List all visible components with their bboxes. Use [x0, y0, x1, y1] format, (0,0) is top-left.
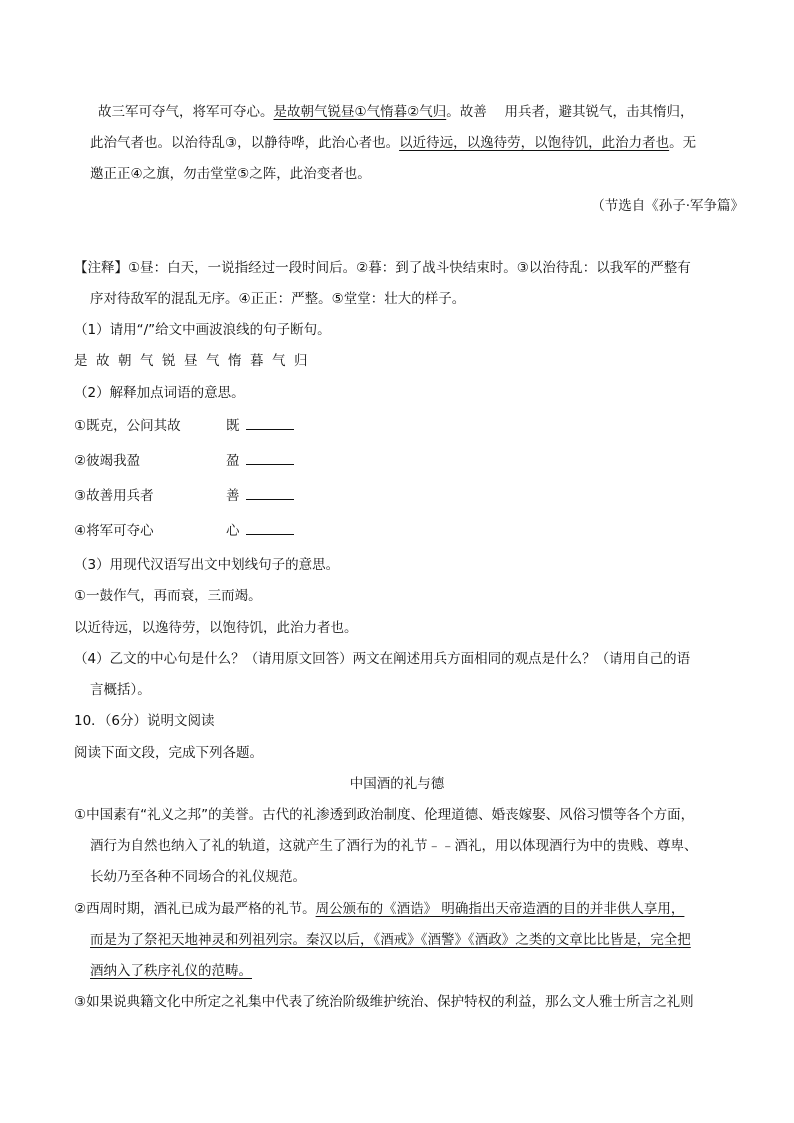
answer-blank[interactable]: [246, 522, 294, 535]
q3-sentence-2: 以近待远，以逸待劳，以饱待饥，此治力者也。: [74, 620, 358, 636]
underlined-sentence: 以近待远，以逸待劳，以饱待饥，此治力者也: [399, 135, 670, 151]
passage-text: 此治气者也。以治待乱③，以静待哗，此治心者也。: [90, 135, 400, 151]
q2-phrase: ④将军可夺心: [74, 523, 154, 539]
q2-item: [74, 487, 154, 505]
article-title: 中国酒的礼与德: [349, 776, 445, 792]
para2-line-3: 酒纳入了秩序礼仪的范畴。: [90, 963, 252, 979]
q2-item: [74, 417, 181, 435]
wavy-sentence: 是故朝气锐昼①气惰暮②气归: [273, 104, 447, 120]
passage-line-3: 邀正正④之旗，勿击堂堂⑤之阵，此治变者也。: [90, 166, 371, 182]
answer-blank[interactable]: [246, 417, 294, 430]
q2-answer: [226, 417, 294, 435]
para2-line-2: 而是为了祭祀天地神灵和列祖列宗。秦汉以后，《酒戒》《酒警》《酒政》之类的文章比比皆是，完全把: [90, 932, 691, 948]
notes-line-2: 序对待敌军的混乱无序。④正正：严整。⑤堂堂：壮大的样子。: [90, 291, 466, 307]
para2-text: ②西周时期，酒礼已成为最严格的礼节。: [74, 901, 316, 917]
q2-phrase: ③故善用兵者: [74, 488, 154, 504]
q2-word: 盈: [226, 453, 240, 469]
q2-word: 善: [226, 488, 240, 504]
q2-answer: [226, 522, 294, 540]
notes-line-1: 【注释】①昼：白天，一说指经过一段时间后。②暮：到了战斗快结束时。③以治待乱：以我军的严整有: [74, 260, 691, 276]
q2-phrase: ①既克，公问其故: [74, 418, 181, 434]
passage-text: 。无: [669, 135, 697, 151]
para3-line-1: ③如果说典籍文化中所定之礼集中代表了统治阶级维护统治、保护特权的利益，那么文人雅士所言之礼则: [74, 994, 694, 1010]
q3-sentence-1: ①一鼓作气，再而衰，三而竭。: [74, 588, 262, 604]
passage-line-1: [98, 103, 694, 121]
para2-line-1: [74, 900, 684, 918]
q2-item: [74, 522, 154, 540]
passage-text: 。故善 用兵者，避其锐气，击其惰归，: [446, 104, 694, 120]
underlined-sentence: 周公颁布的《酒诰》 明确指出天帝造酒的目的并非供人享用，: [315, 901, 685, 917]
passage-text: 故三军可夺气，将军可夺心。: [98, 104, 274, 120]
q2-item: [74, 452, 140, 470]
passage-source: （节选自《孙子·军争篇》: [591, 198, 744, 214]
q1-prompt: （1）请用“/”给文中画波浪线的句子断句。: [74, 322, 331, 338]
answer-blank[interactable]: [246, 452, 294, 465]
q2-word: 心: [226, 523, 240, 539]
para1-line-2: 酒行为自然也纳入了礼的轨道，这就产生了酒行为的礼节﹣﹣酒礼，用以体现酒行为中的贵贱、尊卑、: [90, 838, 698, 854]
q4-line-1: （4）乙文的中心句是什么？（请用原文回答）两文在阐述用兵方面相同的观点是什么？（请用自己的语: [74, 651, 691, 667]
q4-line-2: 言概括）。: [90, 682, 151, 698]
q1-sentence: 是故朝气锐昼气惰暮气归: [74, 353, 316, 369]
answer-blank[interactable]: [246, 487, 294, 500]
passage-line-2: [90, 134, 696, 152]
q2-answer: [226, 487, 294, 505]
q2-prompt: （2）解释加点词语的意思。: [74, 385, 245, 401]
q3-prompt: （3）用现代汉语写出文中划线句子的意思。: [74, 557, 340, 573]
para1-line-3: 长幼乃至各种不同场合的礼仪规范。: [90, 869, 306, 885]
q2-answer: [226, 452, 294, 470]
q2-phrase: ②彼竭我盈: [74, 453, 141, 469]
q2-word: 既: [226, 418, 240, 434]
para1-line-1: ①中国素有“礼义之邦”的美誉。古代的礼渗透到政治制度、伦理道德、婚丧嫁娶、风俗习惯等各个方面，: [74, 807, 695, 823]
section-header: 10．（6分）说明文阅读: [74, 713, 215, 729]
section-instruction: 阅读下面文段，完成下列各题。: [74, 745, 263, 761]
